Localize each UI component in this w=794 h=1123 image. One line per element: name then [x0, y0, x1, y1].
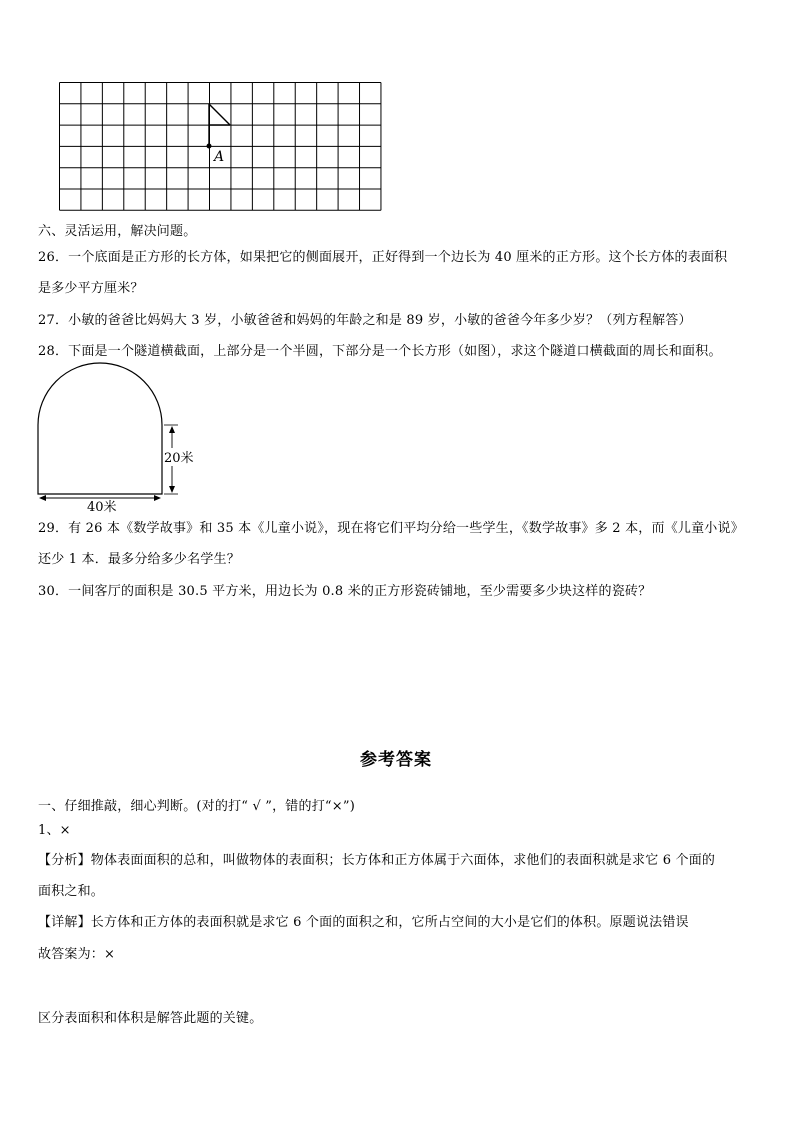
point-a-label: A — [214, 149, 225, 165]
answer-line: 故答案为：× — [38, 947, 116, 962]
question-29-line2: 还少 1 本．最多分给多少名学生？ — [38, 552, 240, 567]
tunnel-figure — [30, 362, 210, 514]
detail-line: 【详解】长方体和正方体的表面积就是求它 6 个面的面积之和，它所占空间的大小是它们的体积。原题说法错误 — [38, 915, 689, 930]
grid-figure — [58, 82, 384, 214]
question-26-line1: 26．一个底面是正方形的长方体，如果把它的侧面展开，正好得到一个边长为 40 厘米的正方形。这个长方体的表面积 — [38, 250, 728, 265]
tunnel-outline — [38, 363, 162, 494]
width-label: 40米 — [87, 500, 117, 514]
question-26-line2: 是多少平方厘米？ — [38, 281, 144, 296]
grid-lines — [60, 83, 381, 211]
section6-heading: 六、灵活运用，解决问题。 — [38, 224, 197, 239]
flag-shape — [209, 104, 230, 146]
answer-item-1: 1、× — [38, 823, 71, 838]
answers-title: 参考答案 — [360, 750, 432, 770]
question-27: 27．小敏的爸爸比妈妈大 3 岁，小敏爸爸和妈妈的年龄之和是 89 岁，小敏的爸爸今年多少岁？（列方程解答） — [38, 313, 692, 328]
answers-section1-heading: 一、仔细推敲，细心判断。(对的打“ √ ”，错的打“×”) — [38, 799, 355, 814]
point-a-dot — [207, 144, 212, 149]
comment-line: 区分表面积和体积是解答此题的关键。 — [38, 1011, 263, 1026]
question-28: 28．下面是一个隧道横截面，上部分是一个半圆，下部分是一个长方形（如图），求这个隧道口横截面的周长和面积。 — [38, 344, 722, 359]
question-29-line1: 29．有 26 本《数学故事》和 35 本《儿童小说》，现在将它们平均分给一些学生，《数学故事》多 2 本，而《儿童小说》 — [38, 521, 744, 536]
analysis-line1: 【分析】物体表面面积的总和，叫做物体的表面积；长方体和正方体属于六面体，求他们的表面积就是求它 6 个面的 — [38, 853, 716, 868]
height-label: 20米 — [164, 451, 194, 466]
question-30: 30．一间客厅的面积是 30.5 平方米，用边长为 0.8 米的正方形瓷砖铺地，至少需要多少块这样的瓷砖？ — [38, 584, 652, 599]
analysis-line2: 面积之和。 — [38, 884, 105, 899]
